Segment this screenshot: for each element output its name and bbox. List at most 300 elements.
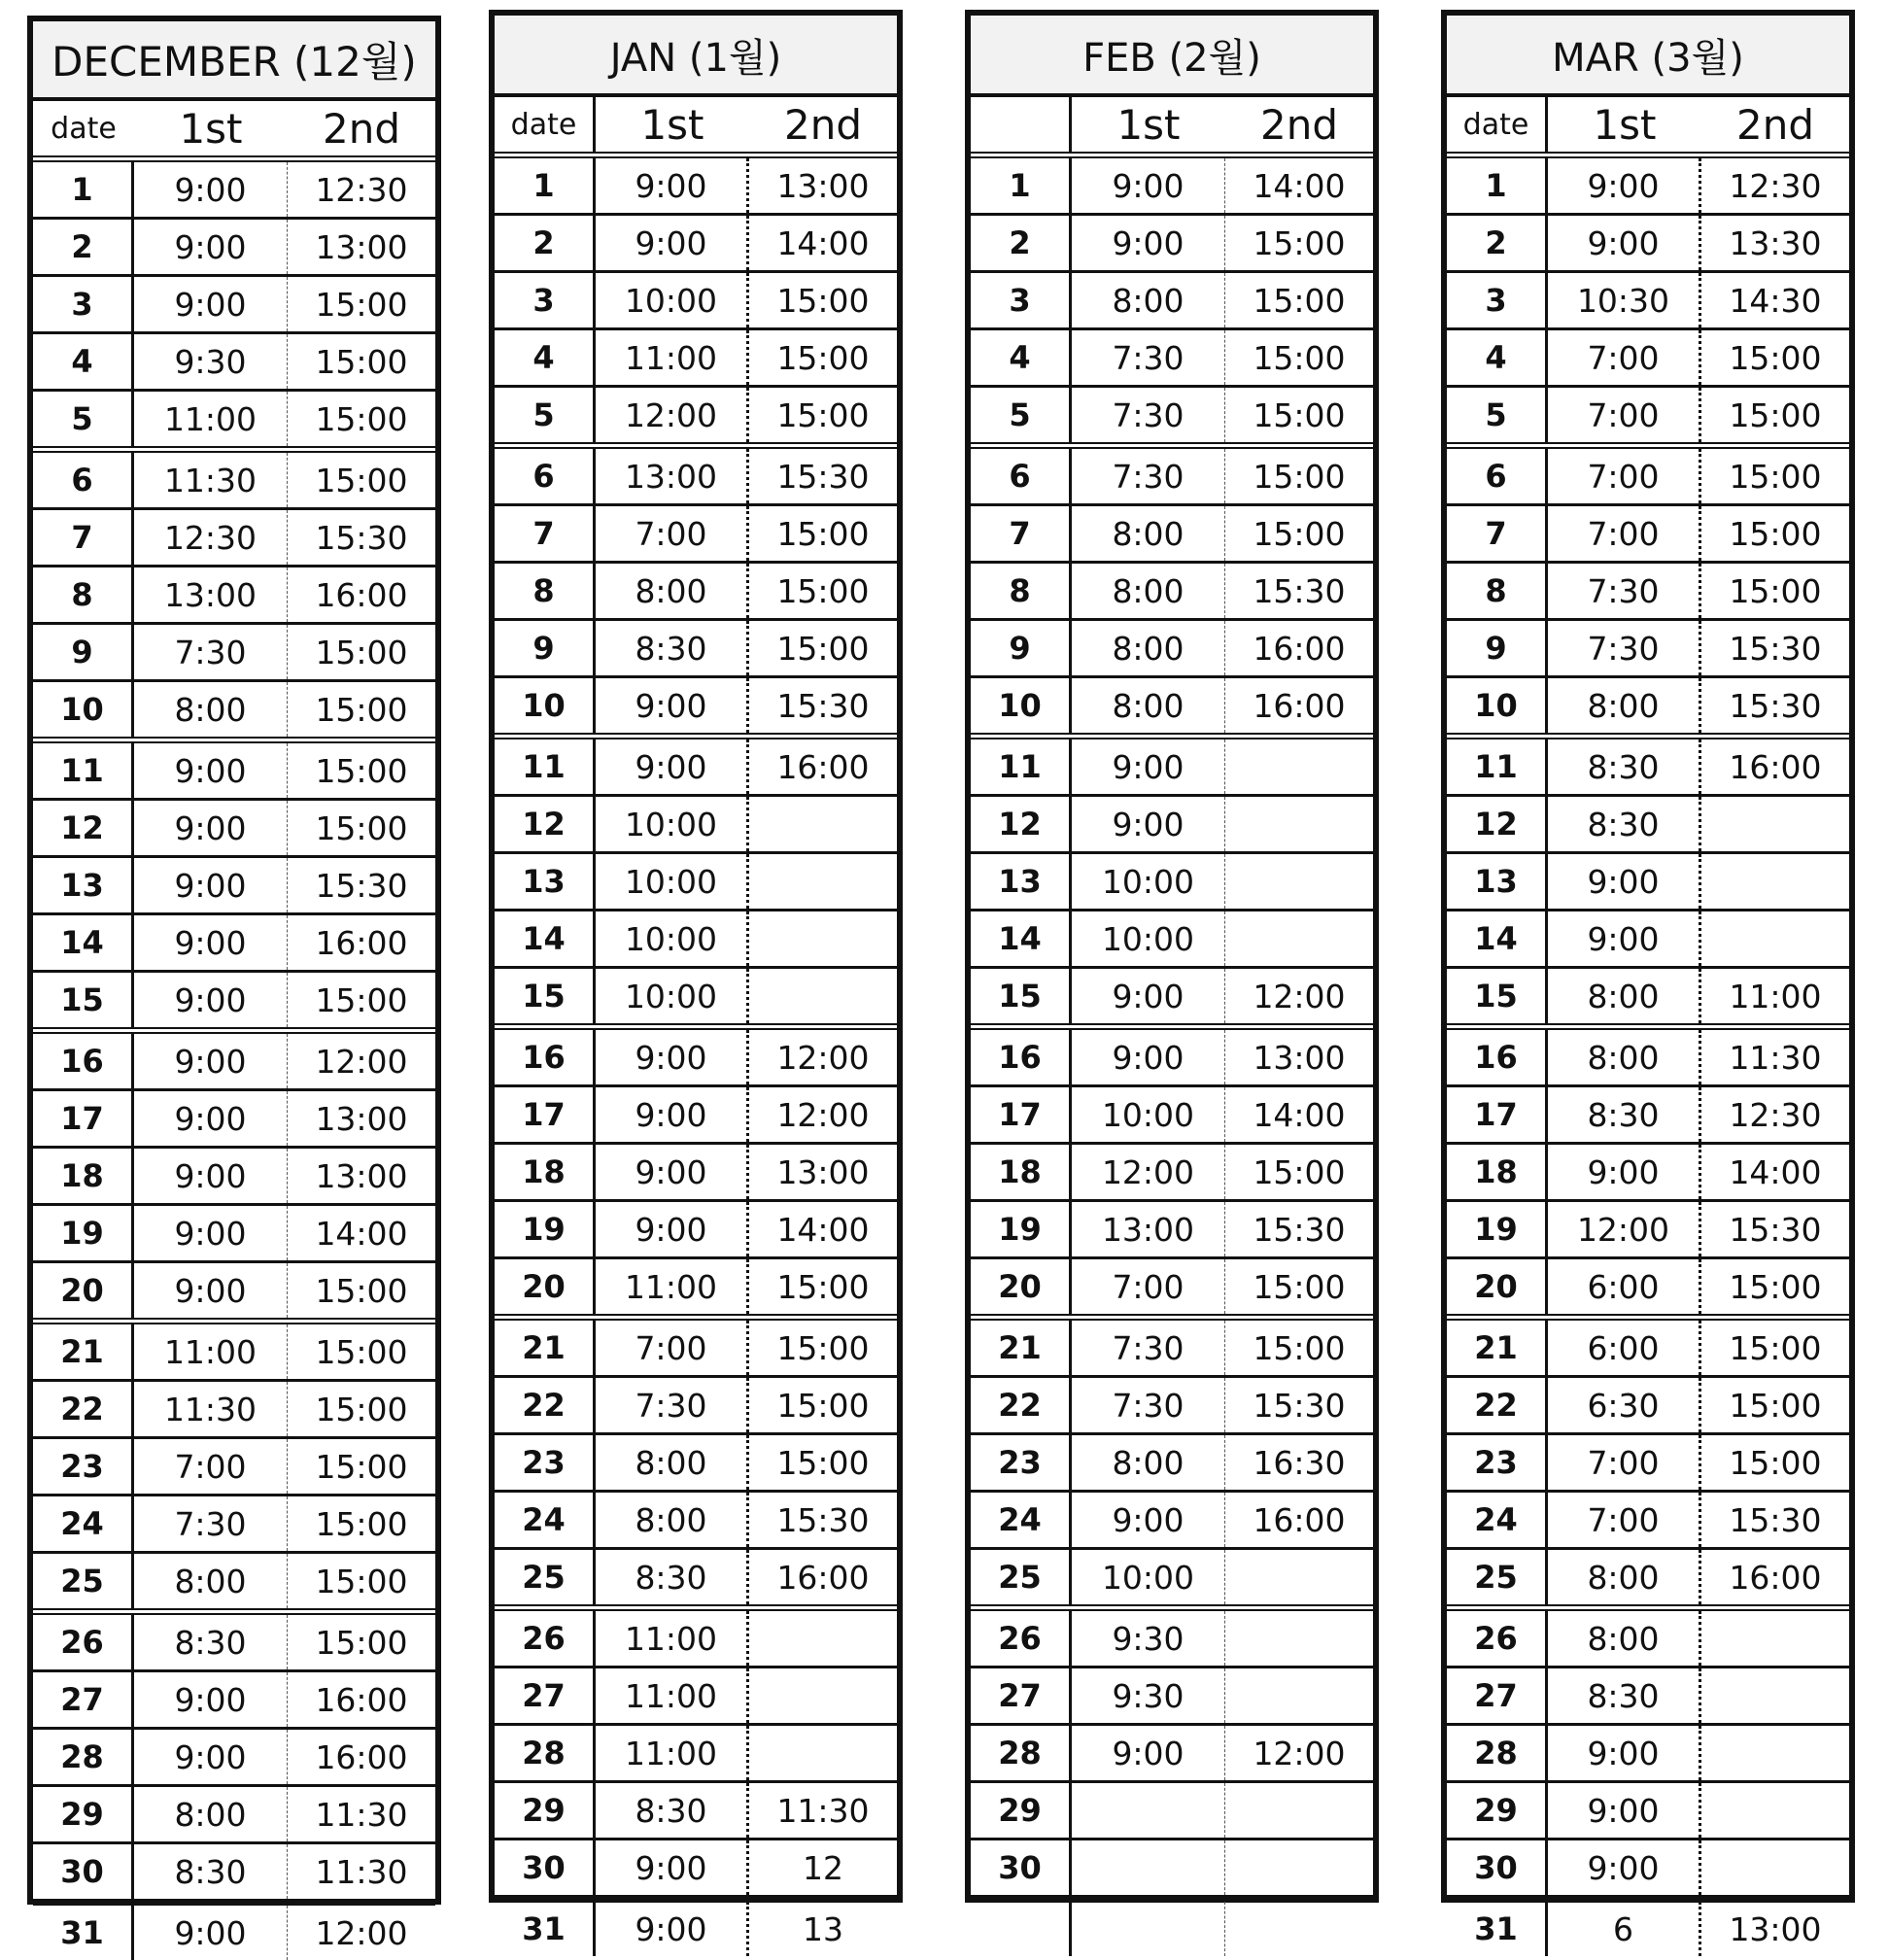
table-row xyxy=(495,1493,897,1550)
first-time-cell: 9:00 xyxy=(134,1730,288,1784)
second-time-cell: 16:00 xyxy=(1253,1500,1346,1539)
table-row xyxy=(971,1087,1373,1145)
table-row xyxy=(971,1145,1373,1202)
second-time-cell: 15:30 xyxy=(1253,571,1346,610)
table-row xyxy=(971,1202,1373,1259)
date-cell: 8 xyxy=(495,564,596,618)
second-time-cell: 15:30 xyxy=(1253,1210,1346,1249)
date-cell: 15 xyxy=(495,969,596,1023)
second-time-cell xyxy=(749,797,897,851)
table-row xyxy=(1447,739,1849,797)
table-row xyxy=(33,1906,435,1960)
table-row xyxy=(971,1902,1373,1956)
first-time-cell: 8:30 xyxy=(1548,1668,1701,1723)
second-time-cell: 15:30 xyxy=(315,518,408,557)
table-row xyxy=(1447,621,1849,678)
table-row xyxy=(495,1783,897,1840)
date-cell: 11 xyxy=(971,739,1072,794)
date-cell: 20 xyxy=(495,1259,596,1314)
second-time-cell xyxy=(1225,739,1373,794)
table-row xyxy=(33,1263,435,1324)
table-row xyxy=(33,334,435,392)
first-time-cell: 13:00 xyxy=(134,567,288,622)
table-row xyxy=(971,1493,1373,1550)
table-row xyxy=(33,220,435,277)
second-time-cell: 15:00 xyxy=(315,1562,408,1600)
second-time-cell: 12 xyxy=(803,1848,843,1887)
date-cell: 20 xyxy=(1447,1259,1548,1314)
table-row xyxy=(1447,1087,1849,1145)
second-time-cell: 15:30 xyxy=(776,1500,870,1539)
date-cell: 20 xyxy=(971,1259,1072,1314)
table-row xyxy=(971,1726,1373,1783)
date-cell: 2 xyxy=(1447,216,1548,270)
table-row xyxy=(33,277,435,334)
first-time-cell: 8:00 xyxy=(134,1554,288,1608)
second-time-cell: 11:30 xyxy=(776,1791,870,1830)
date-cell: 27 xyxy=(1447,1668,1548,1723)
second-time-cell: 15:00 xyxy=(1253,281,1346,320)
second-time-cell: 15:00 xyxy=(776,514,870,553)
date-cell: 7 xyxy=(1447,506,1548,561)
date-cell: 22 xyxy=(33,1382,134,1436)
date-cell: 15 xyxy=(1447,969,1548,1023)
second-time-cell xyxy=(749,854,897,909)
first-time-cell: 8:00 xyxy=(134,1787,288,1841)
date-cell: 11 xyxy=(495,739,596,794)
first-time-cell: 8:00 xyxy=(1548,1030,1701,1084)
second-time-cell: 12:30 xyxy=(315,170,408,209)
table-row xyxy=(495,969,897,1030)
table-row xyxy=(971,1668,1373,1726)
date-cell: 14 xyxy=(971,911,1072,966)
first-time-cell: 8:30 xyxy=(1548,739,1701,794)
first-time-cell: 7:30 xyxy=(1072,1378,1225,1432)
date-cell: 19 xyxy=(971,1202,1072,1256)
second-time-cell: 15:30 xyxy=(315,866,408,905)
table-row xyxy=(971,911,1373,969)
table-row xyxy=(1447,678,1849,739)
column-header-row xyxy=(971,97,1373,158)
first-time-cell: 7:00 xyxy=(596,506,749,561)
date-cell: 25 xyxy=(971,1550,1072,1604)
date-cell: 3 xyxy=(495,273,596,327)
first-time-cell: 9:00 xyxy=(596,678,749,733)
second-time-cell: 15:00 xyxy=(1253,224,1346,262)
second-time-cell: 11:30 xyxy=(315,1795,408,1834)
table-row xyxy=(495,1840,897,1902)
first-time-cell: 10:00 xyxy=(1072,1550,1225,1604)
second-time-cell xyxy=(749,1668,897,1723)
date-cell: 18 xyxy=(33,1149,134,1203)
table-row xyxy=(971,797,1373,854)
table-row xyxy=(971,1550,1373,1611)
second-time-cell: 15:00 xyxy=(776,1443,870,1482)
second-time-cell xyxy=(1701,1840,1849,1895)
second-time-cell: 15:00 xyxy=(1253,514,1346,553)
second-time-cell: 12:00 xyxy=(776,1095,870,1134)
first-time-cell: 8:00 xyxy=(1548,1550,1701,1604)
first-time-cell: 12:00 xyxy=(596,388,749,442)
first-time-cell: 8:30 xyxy=(1548,1087,1701,1142)
first-time-cell: 7:00 xyxy=(134,1439,288,1494)
second-time-cell xyxy=(1701,1668,1849,1723)
first-time-cell: 8:30 xyxy=(596,621,749,675)
table-row xyxy=(971,158,1373,216)
first-time-cell: 9:00 xyxy=(1548,1840,1701,1895)
date-cell: 26 xyxy=(33,1615,134,1669)
first-time-cell xyxy=(1072,1783,1225,1838)
first-time-cell: 8:00 xyxy=(596,1435,749,1490)
second-time-cell xyxy=(1225,797,1373,851)
second-time-cell: 15:00 xyxy=(315,1504,408,1543)
date-cell: 23 xyxy=(1447,1435,1548,1490)
table-row xyxy=(33,1091,435,1149)
first-time-cell: 8:00 xyxy=(1548,1611,1701,1666)
date-cell: 12 xyxy=(495,797,596,851)
table-row xyxy=(1447,1668,1849,1726)
second-time-cell: 16:00 xyxy=(315,923,408,962)
date-cell: 17 xyxy=(971,1087,1072,1142)
date-cell: 28 xyxy=(33,1730,134,1784)
month-title: FEB (2월) xyxy=(971,16,1373,97)
second-time-cell: 15:00 xyxy=(315,980,408,1019)
first-time-cell: 8:00 xyxy=(1072,273,1225,327)
date-cell: 13 xyxy=(495,854,596,909)
first-header: 1st xyxy=(179,104,243,153)
first-time-cell: 9:00 xyxy=(596,1087,749,1142)
second-time-cell: 15:30 xyxy=(776,457,870,496)
first-time-cell: 7:30 xyxy=(134,1496,288,1551)
date-cell: 6 xyxy=(971,449,1072,503)
first-time-cell: 9:00 xyxy=(1072,797,1225,851)
date-cell: 9 xyxy=(495,621,596,675)
first-time-cell: 11:00 xyxy=(596,1611,749,1666)
table-row xyxy=(971,1321,1373,1378)
table-row xyxy=(971,969,1373,1030)
first-time-cell: 9:00 xyxy=(134,915,288,970)
first-time-cell: 10:30 xyxy=(1548,273,1701,327)
table-row xyxy=(495,330,897,388)
date-cell: 12 xyxy=(971,797,1072,851)
second-time-cell: 15:30 xyxy=(776,686,870,725)
table-row xyxy=(1447,1145,1849,1202)
second-time-cell: 15:00 xyxy=(1729,457,1822,496)
month-title: MAR (3월) xyxy=(1447,16,1849,97)
first-time-cell: 10:00 xyxy=(596,911,749,966)
first-time-cell: 10:00 xyxy=(1072,1087,1225,1142)
column-header-row xyxy=(495,97,897,158)
first-time-cell: 9:00 xyxy=(1548,216,1701,270)
table-row xyxy=(1447,273,1849,330)
table-row xyxy=(495,678,897,739)
date-cell: 6 xyxy=(1447,449,1548,503)
date-cell: 5 xyxy=(1447,388,1548,442)
date-cell: 7 xyxy=(33,510,134,565)
first-time-cell: 9:00 xyxy=(1072,1726,1225,1780)
first-time-cell: 9:00 xyxy=(596,1202,749,1256)
second-time-cell: 15:00 xyxy=(315,285,408,324)
table-row xyxy=(1447,1840,1849,1902)
second-time-cell xyxy=(1701,911,1849,966)
date-cell: 25 xyxy=(495,1550,596,1604)
first-time-cell: 6:00 xyxy=(1548,1321,1701,1375)
second-time-cell: 13 xyxy=(803,1909,843,1948)
first-time-cell: 9:00 xyxy=(134,801,288,855)
date-cell: 14 xyxy=(495,911,596,966)
date-cell: 17 xyxy=(33,1091,134,1146)
date-cell: 31 xyxy=(495,1902,596,1956)
date-cell: 4 xyxy=(495,330,596,385)
second-time-cell: 15:00 xyxy=(1729,1386,1822,1425)
first-time-cell: 11:00 xyxy=(596,1726,749,1780)
date-cell: 29 xyxy=(495,1783,596,1838)
table-row xyxy=(495,1030,897,1087)
table-row xyxy=(971,564,1373,621)
second-time-cell: 15:00 xyxy=(1729,1328,1822,1367)
table-row xyxy=(495,449,897,506)
date-cell: 29 xyxy=(33,1787,134,1841)
date-cell: 10 xyxy=(33,682,134,737)
first-time-cell: 9:00 xyxy=(1548,854,1701,909)
first-time-cell: 8:00 xyxy=(1072,1435,1225,1490)
table-row xyxy=(971,1611,1373,1668)
table-row xyxy=(971,1259,1373,1321)
second-time-cell: 15:00 xyxy=(1253,1328,1346,1367)
table-row xyxy=(1447,1611,1849,1668)
date-cell: 19 xyxy=(495,1202,596,1256)
date-cell: 21 xyxy=(1447,1321,1548,1375)
second-time-cell xyxy=(1225,1668,1373,1723)
first-time-cell: 12:00 xyxy=(1072,1145,1225,1199)
date-cell: 21 xyxy=(33,1324,134,1379)
table-row xyxy=(971,506,1373,564)
second-time-cell: 15:00 xyxy=(315,808,408,847)
second-time-cell: 12:30 xyxy=(1729,1095,1822,1134)
date-cell: 10 xyxy=(971,678,1072,733)
second-time-cell xyxy=(749,911,897,966)
first-time-cell xyxy=(1072,1840,1225,1895)
second-time-cell xyxy=(1225,1902,1373,1956)
table-row xyxy=(495,739,897,797)
first-time-cell: 9:00 xyxy=(134,1034,288,1088)
date-cell: 9 xyxy=(33,625,134,679)
table-row xyxy=(33,973,435,1034)
date-cell xyxy=(971,1902,1072,1956)
second-header: 2nd xyxy=(1259,100,1338,149)
table-row xyxy=(1447,1493,1849,1550)
date-cell: 16 xyxy=(495,1030,596,1084)
table-row xyxy=(1447,1726,1849,1783)
date-cell: 13 xyxy=(33,858,134,912)
second-time-cell xyxy=(1701,1611,1849,1666)
second-time-cell: 15:00 xyxy=(315,1390,408,1428)
table-row xyxy=(1447,1378,1849,1435)
date-cell: 18 xyxy=(495,1145,596,1199)
table-row xyxy=(971,216,1373,273)
date-cell: 8 xyxy=(1447,564,1548,618)
table-row xyxy=(1447,1435,1849,1493)
second-time-cell: 15:00 xyxy=(776,1386,870,1425)
second-time-cell: 15:00 xyxy=(776,281,870,320)
table-row xyxy=(33,1844,435,1906)
table-row xyxy=(495,1726,897,1783)
second-time-cell: 16:00 xyxy=(315,575,408,614)
first-time-cell: 11:00 xyxy=(596,330,749,385)
first-time-cell: 9:00 xyxy=(1072,739,1225,794)
table-row xyxy=(33,510,435,567)
second-time-cell: 16:00 xyxy=(1729,747,1822,786)
second-time-cell xyxy=(1225,1840,1373,1895)
first-time-cell: 8:30 xyxy=(1548,797,1701,851)
date-cell: 22 xyxy=(495,1378,596,1432)
date-cell: 2 xyxy=(33,220,134,274)
date-cell: 11 xyxy=(33,743,134,798)
date-cell: 1 xyxy=(495,158,596,213)
first-header: 1st xyxy=(640,100,704,149)
second-time-cell: 16:00 xyxy=(315,1737,408,1776)
table-row xyxy=(495,1202,897,1259)
first-time-cell: 8:00 xyxy=(1548,678,1701,733)
table-row xyxy=(495,273,897,330)
table-row xyxy=(1447,216,1849,273)
date-cell: 11 xyxy=(1447,739,1548,794)
table-row xyxy=(971,1378,1373,1435)
second-time-cell xyxy=(1225,1783,1373,1838)
second-header: 2nd xyxy=(1735,100,1814,149)
table-row xyxy=(1447,854,1849,911)
second-time-cell: 14:00 xyxy=(1253,166,1346,205)
date-cell: 4 xyxy=(971,330,1072,385)
first-time-cell: 9:00 xyxy=(134,973,288,1027)
date-cell: 16 xyxy=(33,1034,134,1088)
table-row xyxy=(33,858,435,915)
date-cell: 31 xyxy=(33,1906,134,1960)
first-time-cell: 9:00 xyxy=(1548,1783,1701,1838)
second-time-cell: 15:30 xyxy=(1729,1500,1822,1539)
first-time-cell: 11:30 xyxy=(134,453,288,507)
second-time-cell: 15:00 xyxy=(1253,457,1346,496)
date-cell: 29 xyxy=(971,1783,1072,1838)
table-row xyxy=(33,392,435,453)
first-time-cell: 7:00 xyxy=(1548,506,1701,561)
second-time-cell xyxy=(749,969,897,1023)
table-row xyxy=(1447,449,1849,506)
second-time-cell: 13:00 xyxy=(776,166,870,205)
date-cell: 8 xyxy=(33,567,134,622)
second-time-cell: 16:00 xyxy=(776,747,870,786)
second-time-cell xyxy=(1701,1783,1849,1838)
second-time-cell: 15:00 xyxy=(1729,338,1822,377)
second-time-cell: 13:30 xyxy=(1729,224,1822,262)
first-time-cell: 8:00 xyxy=(1072,678,1225,733)
table-row xyxy=(1447,797,1849,854)
second-time-cell: 11:30 xyxy=(315,1852,408,1891)
second-time-cell: 15:00 xyxy=(776,571,870,610)
second-time-cell: 16:00 xyxy=(1253,686,1346,725)
date-cell: 31 xyxy=(1447,1902,1548,1956)
second-time-cell: 15:30 xyxy=(1729,1210,1822,1249)
date-cell: 3 xyxy=(971,273,1072,327)
table-row xyxy=(971,739,1373,797)
date-cell: 21 xyxy=(495,1321,596,1375)
table-row xyxy=(33,1324,435,1382)
table-row xyxy=(495,388,897,449)
month-title: JAN (1월) xyxy=(495,16,897,97)
first-time-cell: 9:00 xyxy=(134,162,288,217)
table-row xyxy=(495,1435,897,1493)
second-time-cell: 14:30 xyxy=(1729,281,1822,320)
table-row xyxy=(33,453,435,510)
table-row xyxy=(495,216,897,273)
second-time-cell: 16:00 xyxy=(776,1558,870,1597)
second-time-cell xyxy=(1701,797,1849,851)
table-row xyxy=(33,1439,435,1496)
second-time-cell: 15:00 xyxy=(315,633,408,671)
date-cell: 25 xyxy=(1447,1550,1548,1604)
second-time-cell: 15:00 xyxy=(776,1328,870,1367)
date-header: date xyxy=(495,97,596,152)
table-row xyxy=(495,797,897,854)
date-cell: 13 xyxy=(971,854,1072,909)
date-cell: 3 xyxy=(1447,273,1548,327)
table-row xyxy=(1447,564,1849,621)
table-row xyxy=(495,506,897,564)
table-row xyxy=(495,1550,897,1611)
table-row xyxy=(1447,911,1849,969)
first-time-cell: 7:30 xyxy=(1072,449,1225,503)
second-time-cell: 12:30 xyxy=(1729,166,1822,205)
table-row xyxy=(33,162,435,220)
second-time-cell xyxy=(1225,854,1373,909)
table-row xyxy=(1447,158,1849,216)
table-row xyxy=(1447,1783,1849,1840)
date-cell: 1 xyxy=(971,158,1072,213)
second-header: 2nd xyxy=(322,104,400,153)
table-row xyxy=(495,1145,897,1202)
date-cell: 16 xyxy=(1447,1030,1548,1084)
first-time-cell: 9:00 xyxy=(1548,1145,1701,1199)
first-header: 1st xyxy=(1116,100,1181,149)
second-time-cell xyxy=(1225,1550,1373,1604)
date-cell: 6 xyxy=(33,453,134,507)
date-cell: 21 xyxy=(971,1321,1072,1375)
first-time-cell: 6:30 xyxy=(1548,1378,1701,1432)
first-time-cell: 9:00 xyxy=(1072,969,1225,1023)
date-cell: 12 xyxy=(33,801,134,855)
second-time-cell: 15:00 xyxy=(1253,395,1346,434)
date-cell: 3 xyxy=(33,277,134,331)
second-header: 2nd xyxy=(783,100,862,149)
second-time-cell: 12:00 xyxy=(315,1042,408,1081)
date-cell: 16 xyxy=(971,1030,1072,1084)
table-row xyxy=(495,158,897,216)
second-time-cell: 15:00 xyxy=(776,395,870,434)
first-time-cell: 7:30 xyxy=(1548,564,1701,618)
table-row xyxy=(33,1034,435,1091)
date-cell: 22 xyxy=(971,1378,1072,1432)
table-row xyxy=(33,1206,435,1263)
first-time-cell: 7:00 xyxy=(596,1321,749,1375)
second-time-cell: 14:00 xyxy=(1253,1095,1346,1134)
date-cell: 18 xyxy=(971,1145,1072,1199)
table-row xyxy=(971,330,1373,388)
first-time-cell: 9:00 xyxy=(1072,1030,1225,1084)
second-time-cell: 15:00 xyxy=(776,338,870,377)
date-cell: 2 xyxy=(495,216,596,270)
first-time-cell: 7:00 xyxy=(1548,1435,1701,1490)
date-cell: 14 xyxy=(33,915,134,970)
